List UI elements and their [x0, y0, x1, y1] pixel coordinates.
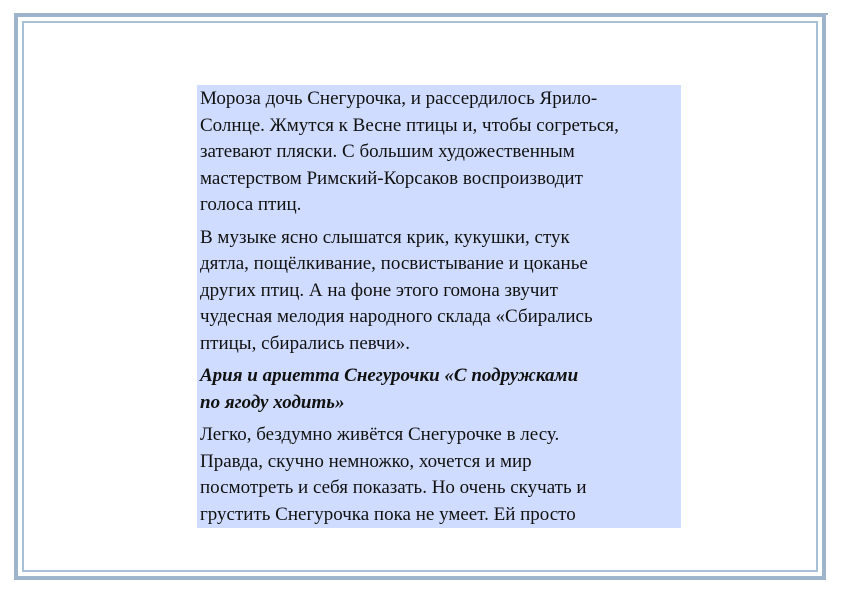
text-box — [197, 85, 681, 528]
paragraph-3: Легко, бездумно живётся Снегурочке в лесу. Правда, скучно немножко, хочется и мир посмотреть и себя показать. Но очень скучать и грустить Снегурочка пока не умеет. Ей просто — [200, 424, 587, 525]
paragraph-2: В музыке ясно слышатся крик, кукушки, стук дятла, пощёлкивание, посвистывание и цоканье других птиц. А на фоне этого гомона звучит чудесная мелодия народного склада «Сбирались птицы, сбирались певчи». — [200, 226, 593, 354]
paragraph-1: Мороза дочь Снегурочка, и рассердилось Ярило- Солнце. Жмутся к Весне птицы и, чтобы согреться, затевают пляски. С большим художественным мастерством Римский-Корсаков воспроизводит голоса птиц. — [200, 88, 619, 215]
slide-frame-corner — [820, 13, 828, 21]
section-heading: Ария и ариетта Снегурочки «С подружками по ягоду ходить» — [200, 365, 579, 413]
